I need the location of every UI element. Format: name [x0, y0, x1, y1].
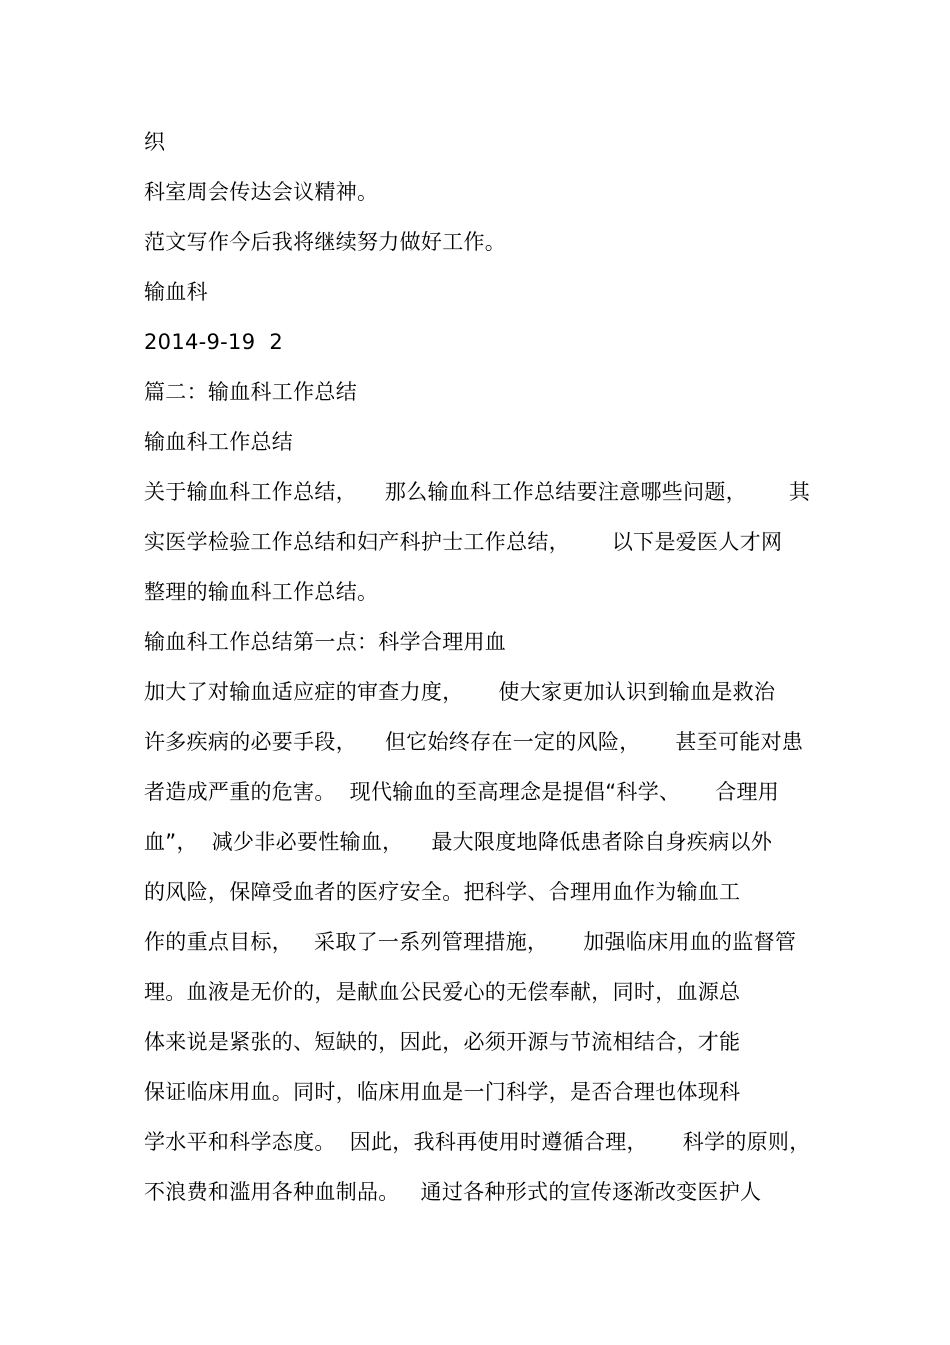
text-line: 关于输血科工作总结， 那么输血科工作总结要注意哪些问题， 其	[144, 480, 811, 504]
text-line: 范文写作今后我将继续努力做好工作。	[144, 230, 507, 254]
text-line: 体来说是紧张的、短缺的，因此，必须开源与节流相结合，才能	[144, 1030, 741, 1054]
text-line: 的风险，保障受血者的医疗安全。把科学、合理用血作为输血工	[144, 880, 741, 904]
text-line: 保证临床用血。同时，临床用血是一门科学，是否合理也体现科	[144, 1080, 741, 1104]
text-line: 血”， 减少非必要性输血， 最大限度地降低患者除自身疾病以外	[144, 830, 773, 854]
date-line: 2014-9-19 2	[144, 330, 283, 354]
subsection-heading: 输血科工作总结第一点：科学合理用血	[144, 630, 507, 654]
text-line: 作的重点目标， 采取了一系列管理措施， 加强临床用血的监督管	[144, 930, 797, 954]
text-line: 许多疾病的必要手段， 但它始终存在一定的风险， 甚至可能对患	[144, 730, 804, 754]
text-line: 理。血液是无价的，是献血公民爱心的无偿奉献，同时，血源总	[144, 980, 741, 1004]
text-line: 织	[144, 130, 166, 154]
text-line: 学水平和科学态度。 因此，我科再使用时遵循合理， 科学的原则，	[144, 1130, 811, 1154]
text-line: 科室周会传达会议精神。	[144, 180, 379, 204]
text-line: 加大了对输血适应症的审查力度， 使大家更加认识到输血是救治	[144, 680, 776, 704]
article-title: 输血科工作总结	[144, 430, 294, 454]
text-line: 输血科	[144, 280, 208, 304]
text-line: 者造成严重的危害。 现代输血的至高理念是提倡“科学、 合理用	[144, 780, 780, 804]
text-line: 整理的输血科工作总结。	[144, 580, 379, 604]
text-line: 不浪费和滥用各种血制品。 通过各种形式的宣传逐渐改变医护人	[144, 1180, 762, 1204]
text-line: 实医学检验工作总结和妇产科护士工作总结， 以下是爱医人才网	[144, 530, 783, 554]
section-heading: 篇二：输血科工作总结	[144, 380, 357, 404]
